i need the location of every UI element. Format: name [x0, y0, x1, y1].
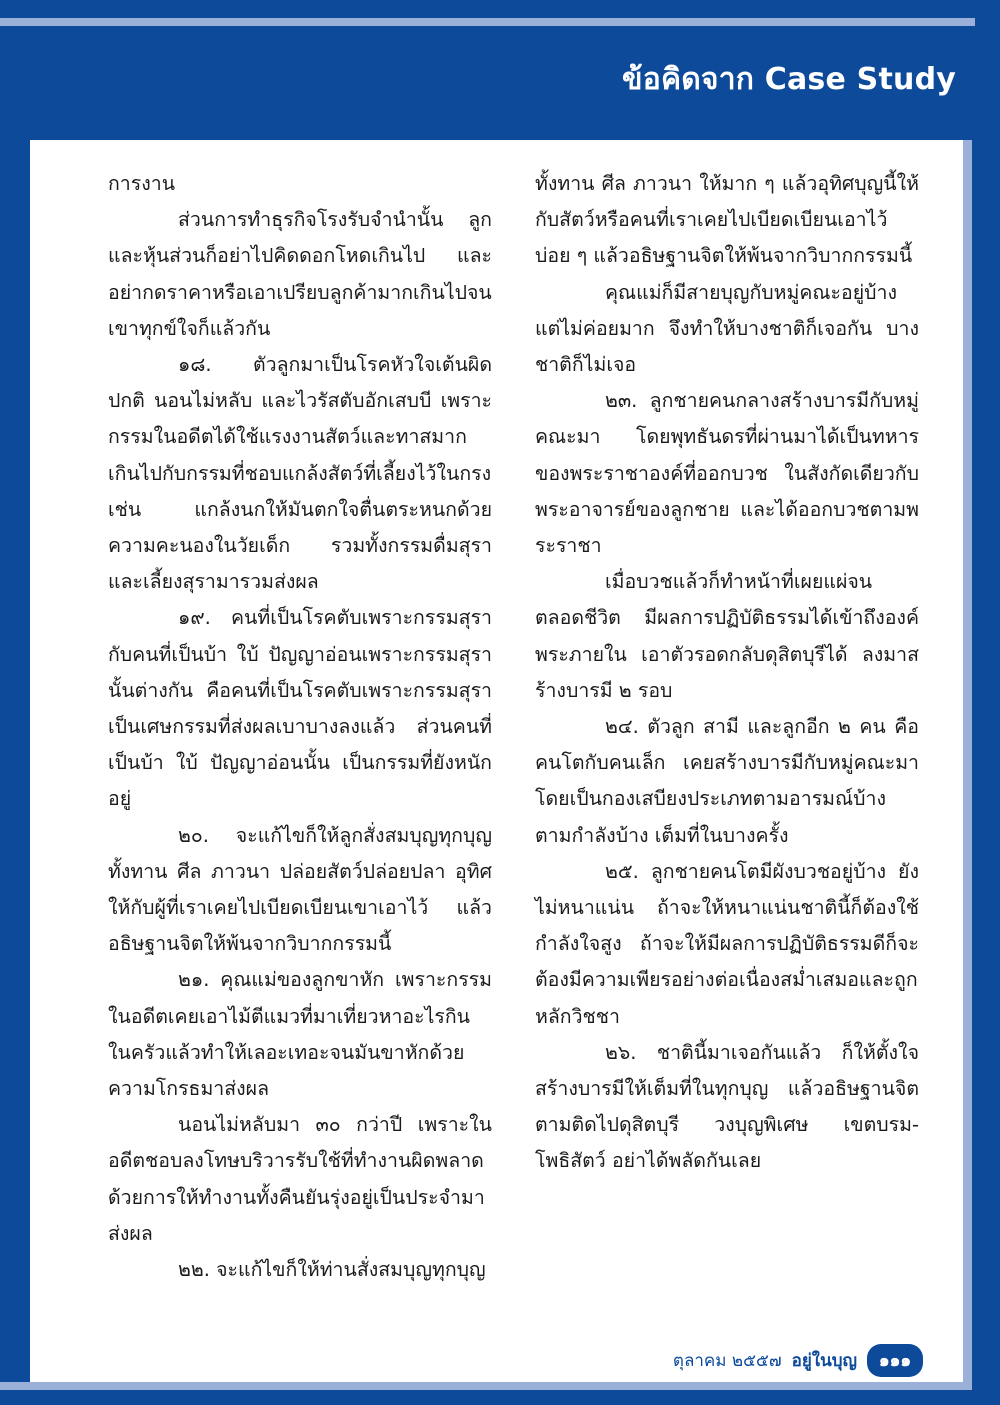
- magazine-name: อยู่ในบุญ: [791, 1351, 857, 1371]
- left-column: [108, 166, 492, 1288]
- paragraph: ทั้งทาน ศีล ภาวนา ให้มาก ๆ แล้วอุทิศบุญนี้ให้กับสัตว์หรือคนที่เราเคยไปเบียดเบียนเอาไว้บ่อย ๆ แล้วอธิษฐานจิตให้พ้นจากวิบากกรรมนี้: [535, 172, 919, 268]
- paragraph: ส่วนการทำธุรกิจโรงรับจำนำนั้น ลูกและหุ้นส่วนก็อย่าไปคิดดอกโหดเกินไป และอย่ากดราคาหรือเอาเปรียบลูกค้ามากเกินไปจนเขาทุกข์ใจก็แล้วกัน: [108, 208, 492, 340]
- issue-date: ตุลาคม ๒๕๕๗: [672, 1351, 782, 1371]
- paragraph: ๒๒. จะแก้ไขก็ให้ท่านสั่งสมบุญทุกบุญ: [178, 1258, 486, 1282]
- paragraph: ๒๓. ลูกชายคนกลางสร้างบารมีกับหมู่คณะมา โดยพุทธันดรที่ผ่านมาได้เป็นทหารของพระราชาองค์ที่ออกบวช ในสังกัดเดียวกับพระอาจารย์ของลูกชาย และได้ออกบวชตามพระราชา: [535, 389, 919, 558]
- bottom-stripe: [0, 1382, 972, 1390]
- paragraph: การงาน: [108, 172, 176, 195]
- top-stripe: [0, 18, 975, 26]
- paragraph: ๒๑. คุณแม่ของลูกขาหัก เพราะกรรมในอดีตเคยเอาไม้ตีแมวที่มาเที่ยวหาอะไรกินในครัวแล้วทำให้เลอะเทอะจนมันขาหักด้วยความโกรธมาส่งผล: [108, 968, 492, 1101]
- paragraph: ๑๙. คนที่เป็นโรคตับเพราะกรรมสุรากับคนที่เป็นบ้า ใบ้ ปัญญาอ่อนเพราะกรรมสุรานั้นต่างกัน คือคนที่เป็นโรคตับเพราะกรรมสุรา เป็นเศษกรรมที่ส่งผลเบาบางลงแล้ว ส่วนคนที่เป็นบ้า ใบ้ ปัญญาอ่อนนั้น เป็นกรรมที่ยังหนักอยู่: [108, 606, 492, 811]
- article-page: [30, 140, 963, 1382]
- paragraph: ๒๖. ชาตินี้มาเจอกันแล้ว ก็ให้ตั้งใจสร้างบารมีให้เต็มที่ในทุกบุญ แล้วอธิษฐานจิตตามติดไปดุสิตบุรี วงบุญพิเศษ เขตบรม-โพธิสัตว์ อย่าได้พลัดกันเลย: [535, 1040, 919, 1173]
- page-title: ข้อคิดจาก Case Study: [622, 62, 956, 97]
- page-footer: [673, 1344, 923, 1377]
- page-number-badge: ๑๑๑: [867, 1344, 923, 1377]
- paragraph: ๒๔. ตัวลูก สามี และลูกอีก ๒ คน คือคนโตกับคนเล็ก เคยสร้างบารมีกับหมู่คณะมาโดยเป็นกองเสบียงประเภทตามอารมณ์บ้าง ตามกำลังบ้าง เต็มที่ในบางครั้ง: [535, 715, 919, 847]
- paragraph: นอนไม่หลับมา ๓๐ กว่าปี เพราะในอดีตชอบลงโทษบริวารรับใช้ที่ทำงานผิดพลาดด้วยการให้ทำงานทั้งคืนยันรุ่งอยู่เป็นประจำมาส่งผล: [108, 1113, 492, 1245]
- paragraph: ๒๕. ลูกชายคนโตมีผังบวชอยู่บ้าง ยังไม่หนาแน่น ถ้าจะให้หนาแน่นชาตินี้ก็ต้องใช้กำลังใจสูง ถ้าจะให้มีผลการปฏิบัติธรรมดีก็จะต้องมีความเพียรอย่างต่อเนื่องสม่ำเสมอและถูกหลักวิชชา: [535, 859, 919, 1028]
- right-stripe: [963, 140, 972, 1390]
- paragraph: ๒๐. จะแก้ไขก็ให้ลูกสั่งสมบุญทุกบุญทั้งทาน ศีล ภาวนา ปล่อยสัตว์ปล่อยปลา อุทิศให้กับผู้ที่เราเคยไปเบียดเบียนเขาเอาไว้ แล้วอธิษฐานจิตให้พ้นจากวิบากกรรมนี้: [108, 823, 492, 956]
- paragraph: ๑๘. ตัวลูกมาเป็นโรคหัวใจเต้นผิดปกติ นอนไม่หลับ และไวรัสตับอักเสบบี เพราะกรรมในอดีตได้ใช้แรงงานสัตว์และทาสมากเกินไปกับกรรมที่ชอบแกล้งสัตว์ที่เลี้ยงไว้ในกรง เช่น แกล้งนกให้มันตกใจตื่นตระหนกด้วยความคะนองในวัยเด็ก รวมทั้งกรรมดื่มสุราและเลี้ยงสุรามารวมส่งผล: [108, 353, 492, 594]
- paragraph: เมื่อบวชแล้วก็ทำหน้าที่เผยแผ่จนตลอดชีวิต มีผลการปฏิบัติธรรมได้เข้าถึงองค์พระภายใน เอาตัวรอดกลับดุสิตบุรีได้ ลงมาสร้างบารมี ๒ รอบ: [535, 570, 919, 702]
- paragraph: คุณแม่ก็มีสายบุญกับหมู่คณะอยู่บ้าง แต่ไม่ค่อยมาก จึงทำให้บางชาติก็เจอกัน บางชาติก็ไม่เจอ: [535, 280, 919, 377]
- right-column: [535, 166, 919, 1180]
